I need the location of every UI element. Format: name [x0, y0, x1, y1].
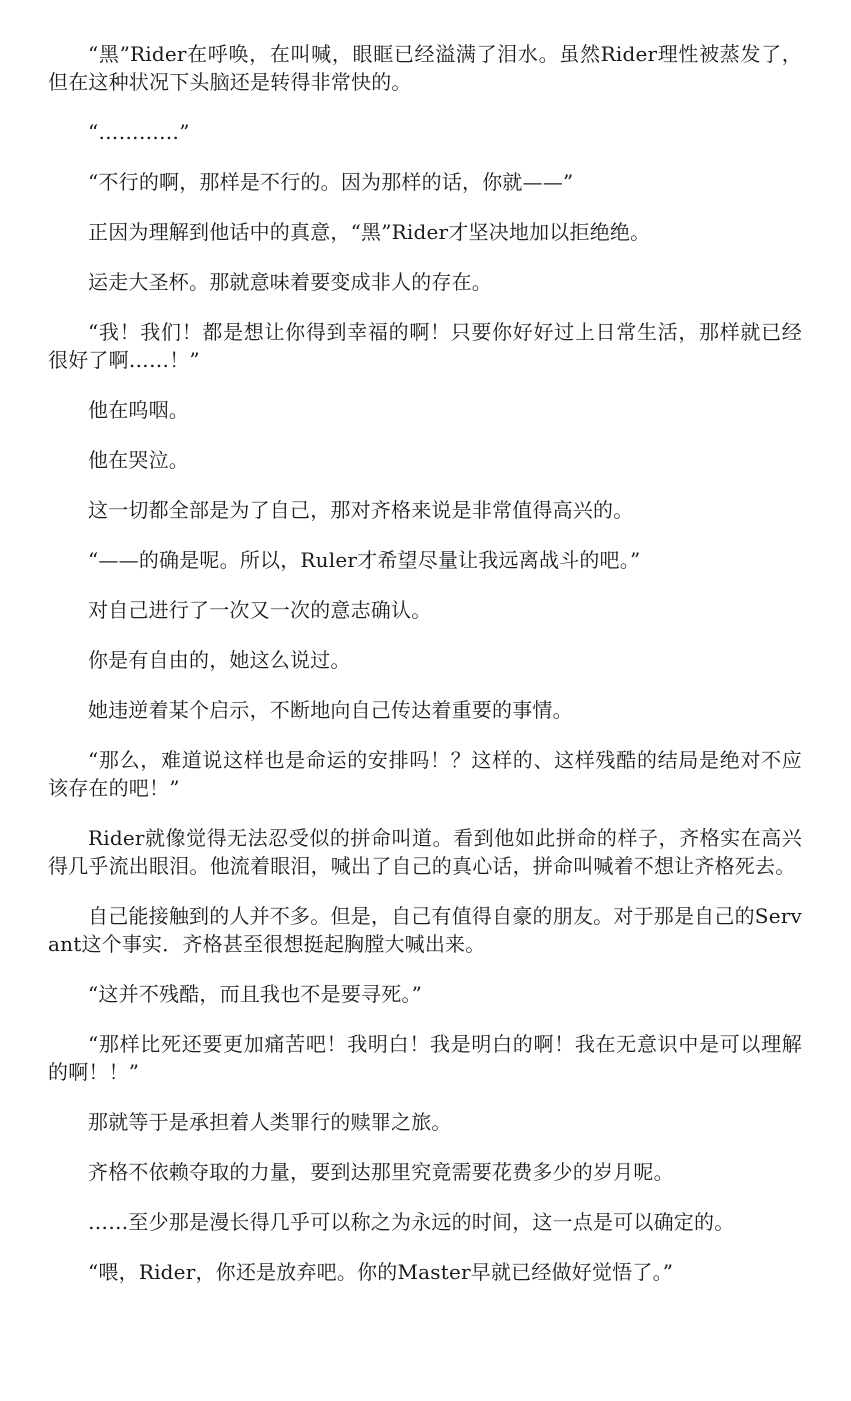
paragraph: “不行的啊，那样是不行的。因为那样的话，你就——” — [88, 170, 574, 194]
paragraph: “——的确是呢。所以，Ruler才希望尽量让我远离战斗的吧。” — [88, 548, 641, 572]
paragraph: “那样比死还要更加痛苦吧！我明白！我是明白的啊！我在无意识中是可以理解的啊！！” — [48, 1032, 802, 1084]
paragraph: ……至少那是漫长得几乎可以称之为永远的时间，这一点是可以确定的。 — [88, 1210, 735, 1234]
paragraph: 这一切都全部是为了自己，那对齐格来说是非常值得高兴的。 — [88, 498, 634, 522]
paragraph: 自己能接触到的人并不多。但是，自己有值得自豪的朋友。对于那是自己的Servant这个事实．齐格甚至很想挺起胸膛大喊出来。 — [48, 904, 802, 956]
paragraph: “这并不残酷，而且我也不是要寻死。” — [88, 982, 423, 1006]
paragraph: 齐格不依赖夺取的力量，要到达那里究竟需要花费多少的岁月呢。 — [88, 1160, 674, 1184]
paragraph: “那么，难道说这样也是命运的安排吗！？这样的、这样残酷的结局是绝对不应该存在的吧！” — [48, 748, 802, 800]
paragraph: “…………” — [88, 120, 190, 144]
paragraph: 你是有自由的，她这么说过。 — [88, 648, 351, 672]
document-page — [48, 40, 802, 1308]
paragraph: 他在呜咽。 — [88, 398, 189, 422]
paragraph: 那就等于是承担着人类罪行的赎罪之旅。 — [88, 1110, 452, 1134]
paragraph: Rider就像觉得无法忍受似的拼命叫道。看到他如此拼命的样子，齐格实在高兴得几乎流出眼泪。他流着眼泪，喊出了自己的真心话，拼命叫喊着不想让齐格死去。 — [48, 826, 802, 878]
paragraph: 他在哭泣。 — [88, 448, 189, 472]
paragraph: “喂，Rider，你还是放弃吧。你的Master早就已经做好觉悟了。” — [88, 1260, 674, 1284]
paragraph: “我！我们！都是想让你得到幸福的啊！只要你好好过上日常生活，那样就已经很好了啊……！” — [48, 320, 802, 372]
paragraph: 她违逆着某个启示，不断地向自己传达着重要的事情。 — [88, 698, 573, 722]
paragraph: “黑”Rider在呼唤，在叫喊，眼眶已经溢满了泪水。虽然Rider理性被蒸发了，但在这种状况下头脑还是转得非常快的。 — [48, 42, 802, 94]
paragraph: 运走大圣杯。那就意味着要变成非人的存在。 — [88, 270, 492, 294]
paragraph: 正因为理解到他话中的真意，“黑”Rider才坚决地加以拒绝绝。 — [88, 220, 651, 244]
paragraph: 对自己进行了一次又一次的意志确认。 — [88, 598, 432, 622]
